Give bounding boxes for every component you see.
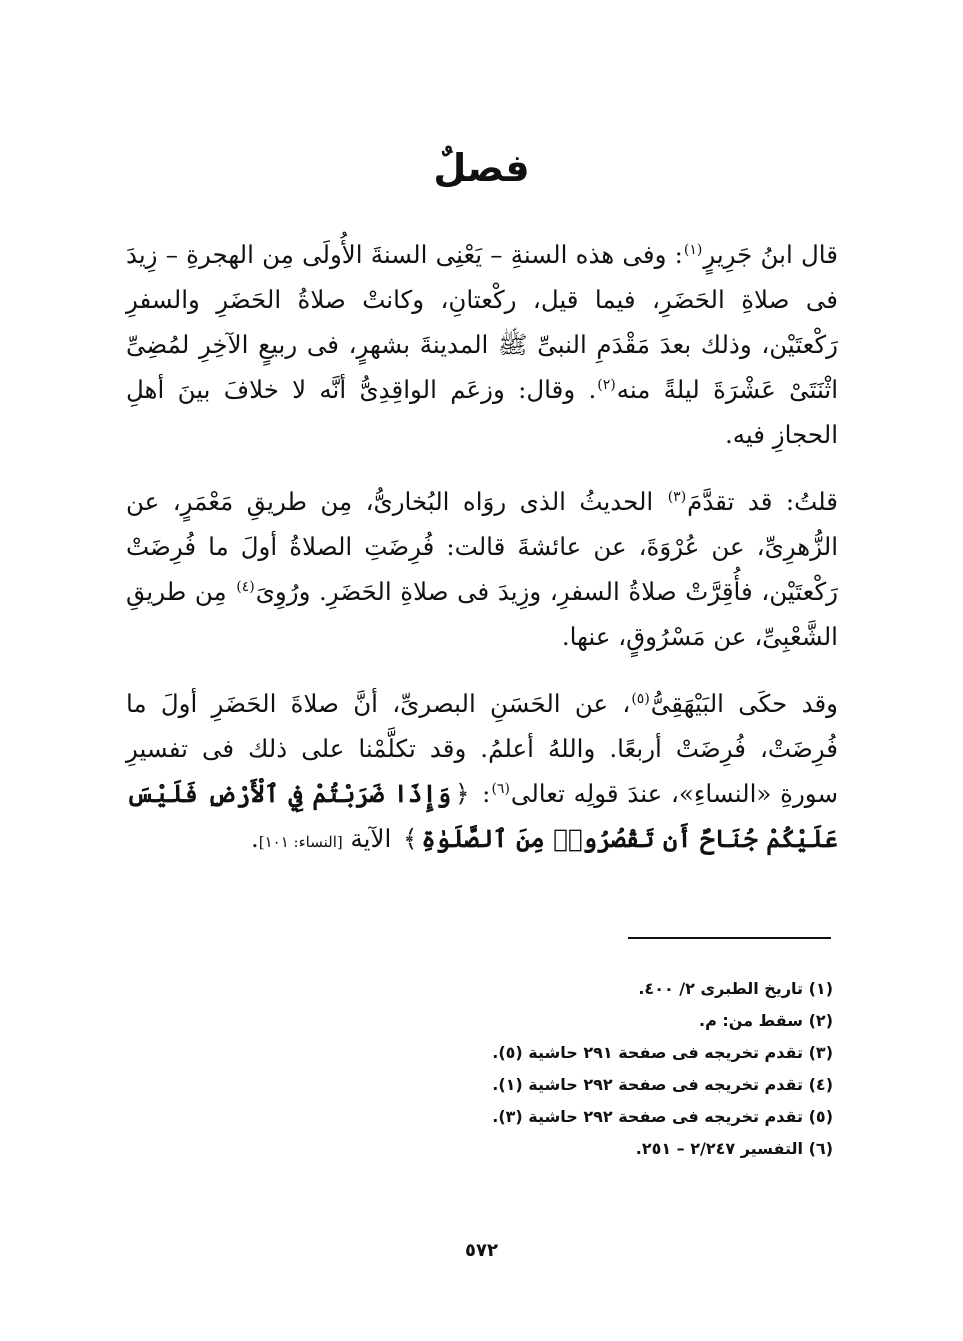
footnote: (٤) تقدم تخريجه فى صفحة ٢٩٢ حاشية (١).: [492, 1075, 833, 1094]
text-run: مِن طريقِ الشَّعْبِىِّ، عن مَسْرُوقٍ، عنها.: [126, 577, 838, 651]
quran-verse: وَإِذَا ضَرَبْتُمْ فِي ٱلْأَرْضِ فَلَيْسَ عَلَيْكُمْ جُنَاحٌ أَن تَقْصُرُوا۟ مِنَ ٱلصَّلَوٰةِ: [126, 779, 838, 853]
footnote-reference: (٥): [631, 690, 650, 707]
quran-bracket: ﴾: [403, 824, 418, 853]
quran-bracket: ﴿: [455, 779, 470, 808]
text-run: وقد حكَى البَيْهَقِىُّ: [650, 689, 838, 718]
footnote: (٥) تقدم تخريجه فى صفحة ٢٩٢ حاشية (٣).: [492, 1107, 833, 1126]
footnote: (٢) سقط من: م.: [699, 1011, 833, 1030]
text-run: :: [473, 779, 491, 808]
footnote: (١) تاريخ الطبرى ٢/ ٤٠٠.: [638, 979, 833, 998]
verse-citation: [النساء: ١٠١]: [258, 833, 343, 851]
text-run: : وفى هذه السنةِ – يَعْنِى السنةَ الأُولَى مِن الهجرةِ – زِيدَ فى صلاةِ الحَضَرِ، فيما قيل، ركْعتانِ، وكانتْ صلاةُ الحَضَرِ والسفرِ رَكْعتَيْن، وذلك بعدَ مَقْدَمِ النبىِّ ﷺ المدينةَ بشهرٍ، فى ربيعٍ الآخِرِ لمُضِىِّ اثْنَتَىْ عَشْرَةَ ليلةً منه: [126, 240, 839, 404]
page-number: ٥٧٢: [465, 1240, 498, 1261]
text-run: قلتُ: قد تقدَّمَ: [687, 487, 838, 516]
footnote: (٦) التفسير ٢/٢٤٧ – ٢٥١.: [635, 1139, 833, 1158]
main-text: [126, 232, 838, 865]
text-run: .: [250, 824, 259, 853]
text-run: الآية: [342, 824, 400, 853]
footnotes-list: [233, 973, 833, 1165]
footnote: (٣) تقدم تخريجه فى صفحة ٢٩١ حاشية (٥).: [492, 1043, 833, 1062]
footnote-separator: [628, 937, 831, 939]
paragraph: [126, 479, 838, 659]
paragraph: [126, 681, 838, 865]
footnote-reference: (٤): [236, 578, 255, 595]
text-run: قال ابنُ جَرِيرٍ: [703, 240, 838, 269]
text-run: ، عن الحَسَنِ البصرىِّ، أنَّ صلاةَ الحَضَرِ أولَ ما فُرِضَتْ، فُرِضَتْ أربعًا. واللهُ أعلمُ. وقد تكلَّمْنا على ذلك فى تفسيرِ سورةِ «النساءِ»، عندَ قولِه تعالى: [126, 689, 838, 808]
text-run: الحديثُ الذى روَاه البُخارىُّ، مِن طريقِ مَعْمَرٍ، عن الزُّهرِىِّ، عن عُرْوَةَ، عن عائشةَ قالت: فُرِضَتِ الصلاةُ أولَ ما فُرِضَتْ رَكْعتَيْن، فأُقِرَّتْ صلاةُ السفرِ، وزِيدَ فى صلاةِ الحَضَرِ. ورُوِىَ: [126, 487, 838, 606]
text-run: . وقال: وزعَم الواقِدِىُّ أنَّه لا خلافَ بينَ أهلِ الحجازِ فيه.: [126, 375, 838, 449]
footnote-reference: (٢): [597, 376, 616, 393]
section-heading: فصلٌ: [433, 146, 530, 190]
footnote-reference: (٦): [491, 780, 510, 797]
footnote-reference: (٣): [667, 488, 687, 505]
footnote-reference: (١): [683, 241, 703, 258]
paragraph: [126, 232, 838, 457]
